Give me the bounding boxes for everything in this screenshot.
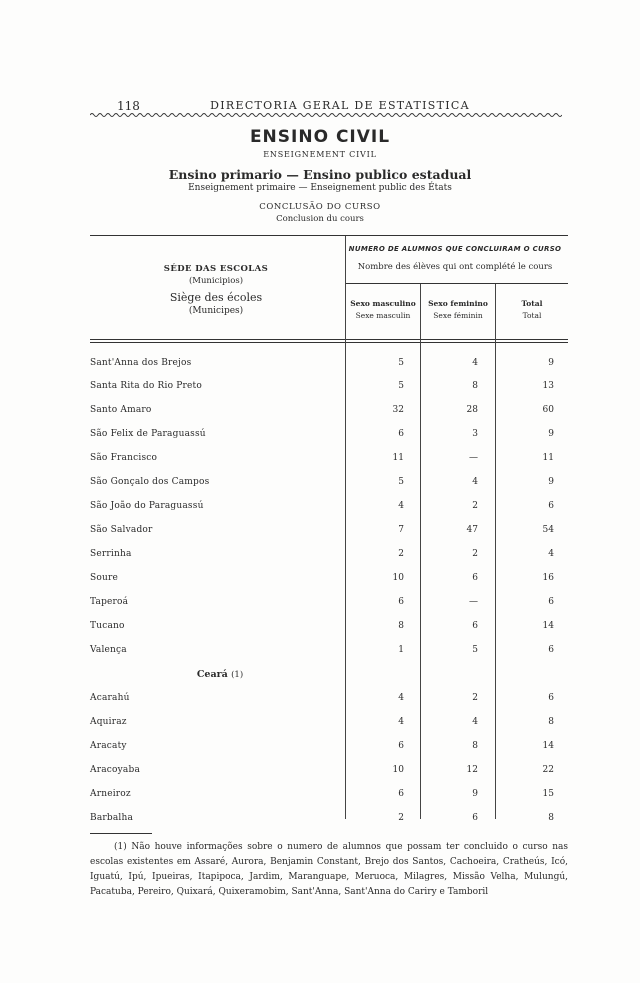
row-name: São João do Paraguassú: [90, 501, 204, 511]
row-total: 6: [548, 693, 554, 703]
row-fem: 5: [472, 645, 478, 655]
row-fem: 2: [472, 501, 478, 511]
row-name: Valença: [90, 645, 127, 655]
row-total: 14: [542, 741, 554, 751]
row-fem: 9: [472, 789, 478, 799]
col-head-masculino: [346, 299, 420, 320]
col-head-masculino-pt: Sexo masculino: [350, 299, 416, 308]
header-bottom-rule-2: [90, 342, 568, 343]
page-number: 118: [117, 99, 140, 113]
row-total: 16: [542, 573, 554, 583]
row-masc: 2: [398, 813, 404, 823]
col-head-total-pt: Total: [521, 299, 543, 308]
row-name: São Gonçalo dos Campos: [90, 477, 210, 487]
row-fem: 47: [466, 525, 478, 535]
row-fem: 3: [472, 429, 478, 439]
footnote: (1) Não houve informações sobre o numero de alumnos que possam ter concluido o curso nas escolas existentes em Assaré, Aurora, Benjamin Constant, Brejo dos Santos, Cachoeira, Cratheús, Icó, Iguatú, Ipú, Ipueiras, Itapipoca, Jardim, Maranguape, Meruoca, Milagres, Missão Velha, Mulungú, Pacatuba, Pereiro, Quixará, Quixeramobim, Sant'Anna, Sant'Anna do Cariry e Tamboril: [90, 842, 568, 897]
col-head-total-fr: Total: [522, 311, 542, 320]
row-masc: 5: [398, 358, 404, 368]
row-total: 22: [542, 765, 554, 775]
row-name: Barbalha: [90, 813, 134, 823]
col-head-masculino-fr: Sexe masculin: [355, 311, 411, 320]
table-row: [0, 621, 640, 635]
row-fem: 4: [472, 358, 478, 368]
table-row: [0, 813, 640, 827]
header-bottom-rule: [90, 339, 568, 340]
row-total: 6: [548, 501, 554, 511]
row-total: 9: [548, 429, 554, 439]
row-total: 60: [542, 405, 554, 415]
row-fem: 4: [472, 717, 478, 727]
row-masc: 10: [392, 573, 404, 583]
row-fem: 28: [466, 405, 478, 415]
table-row: [0, 573, 640, 587]
row-total: 15: [542, 789, 554, 799]
sede-heading-fr: Siège des écoles: [169, 291, 263, 304]
row-fem: —: [469, 597, 478, 607]
row-name: Sant'Anna dos Brejos: [90, 358, 192, 368]
row-total: 8: [548, 813, 554, 823]
numero-heading: NUMERO DE ALUMNOS QUE CONCLUIRAM O CURSO: [348, 245, 562, 253]
row-total: 4: [548, 549, 554, 559]
row-fem: 4: [472, 477, 478, 487]
footnote-rule: [90, 833, 152, 834]
row-masc: 8: [398, 621, 404, 631]
row-total: 54: [542, 525, 554, 535]
row-name: Aquiraz: [90, 717, 127, 727]
row-name: São Salvador: [90, 525, 153, 535]
row-name: Taperoá: [90, 597, 129, 607]
state-name: Ceará: [196, 669, 228, 680]
row-masc: 32: [392, 405, 404, 415]
row-total: 13: [542, 381, 554, 391]
row-masc: 10: [392, 765, 404, 775]
row-name: Aracaty: [90, 741, 127, 751]
sede-subheading: (Municipios): [188, 276, 244, 286]
row-fem: 6: [472, 813, 478, 823]
table-row: [0, 358, 640, 372]
row-name: Aracoyaba: [90, 765, 141, 775]
table-row: [0, 741, 640, 755]
table-row: [0, 429, 640, 443]
section-title-fr: Enseignement primaire — Enseignement public des États: [188, 183, 452, 193]
row-masc: 6: [398, 741, 404, 751]
footnote-marker: (1): [231, 670, 244, 680]
table-row: [0, 597, 640, 611]
row-name: Acarahú: [90, 693, 130, 703]
col-head-feminino-fr: Sexe féminin: [433, 311, 483, 320]
row-masc: 1: [398, 645, 404, 655]
row-total: 6: [548, 645, 554, 655]
row-masc: 5: [398, 477, 404, 487]
section-title: Ensino primario — Ensino publico estadual: [168, 167, 472, 182]
subject-title-fr: Conclusion du cours: [276, 214, 364, 224]
table-row: [0, 549, 640, 563]
page-title-fr: ENSEIGNEMENT CIVIL: [263, 150, 377, 159]
row-name: Soure: [90, 573, 119, 583]
numero-heading-fr: Nombre des élèves qui ont complété le cours: [357, 262, 553, 272]
row-name: Arneiroz: [90, 789, 131, 799]
subject-title: CONCLUSÃO DO CURSO: [259, 202, 381, 212]
row-name: São Francisco: [90, 453, 158, 463]
row-fem: 8: [472, 381, 478, 391]
row-total: 14: [542, 621, 554, 631]
state-heading: [170, 669, 270, 680]
row-masc: 4: [398, 717, 404, 727]
row-name: Santo Amaro: [90, 405, 152, 415]
table-row: [0, 453, 640, 467]
row-total: 8: [548, 717, 554, 727]
row-fem: 2: [472, 549, 478, 559]
row-fem: 2: [472, 693, 478, 703]
row-fem: 6: [472, 621, 478, 631]
row-fem: 8: [472, 741, 478, 751]
row-name: Tucano: [90, 621, 125, 631]
row-fem: 12: [466, 765, 478, 775]
row-masc: 11: [392, 453, 404, 463]
row-name: Santa Rita do Rio Preto: [90, 381, 202, 391]
table-row: [0, 789, 640, 803]
table-row: [0, 717, 640, 731]
col-head-feminino-pt: Sexo feminino: [428, 299, 488, 308]
row-name: Serrinha: [90, 549, 132, 559]
sede-heading: SÉDE DAS ESCOLAS: [163, 264, 269, 274]
running-title: DIRECTORIA GERAL DE ESTATISTICA: [210, 99, 470, 112]
table-row: [0, 381, 640, 395]
table-top-rule: [90, 235, 568, 236]
table-row: [0, 645, 640, 659]
row-name: São Felix de Paraguassú: [90, 429, 206, 439]
row-total: 11: [542, 453, 554, 463]
row-masc: 6: [398, 789, 404, 799]
table-row: [0, 501, 640, 515]
row-fem: —: [469, 453, 478, 463]
row-masc: 2: [398, 549, 404, 559]
sede-subheading-fr: (Municipes): [188, 306, 244, 316]
table-row: [0, 477, 640, 491]
page-title: ENSINO CIVIL: [249, 127, 391, 147]
row-masc: 7: [398, 525, 404, 535]
row-masc: 6: [398, 597, 404, 607]
table-row: [0, 765, 640, 779]
table-row: [0, 525, 640, 539]
row-total: 6: [548, 597, 554, 607]
row-masc: 4: [398, 501, 404, 511]
row-total: 9: [548, 477, 554, 487]
row-masc: 6: [398, 429, 404, 439]
header-sub-rule: [346, 283, 568, 284]
row-fem: 6: [472, 573, 478, 583]
table-row: [0, 405, 640, 419]
row-masc: 5: [398, 381, 404, 391]
table-row: [0, 693, 640, 707]
wavy-rule: [90, 112, 562, 118]
row-masc: 4: [398, 693, 404, 703]
col-head-feminino: [421, 299, 495, 320]
col-head-total: [496, 299, 568, 320]
row-total: 9: [548, 358, 554, 368]
